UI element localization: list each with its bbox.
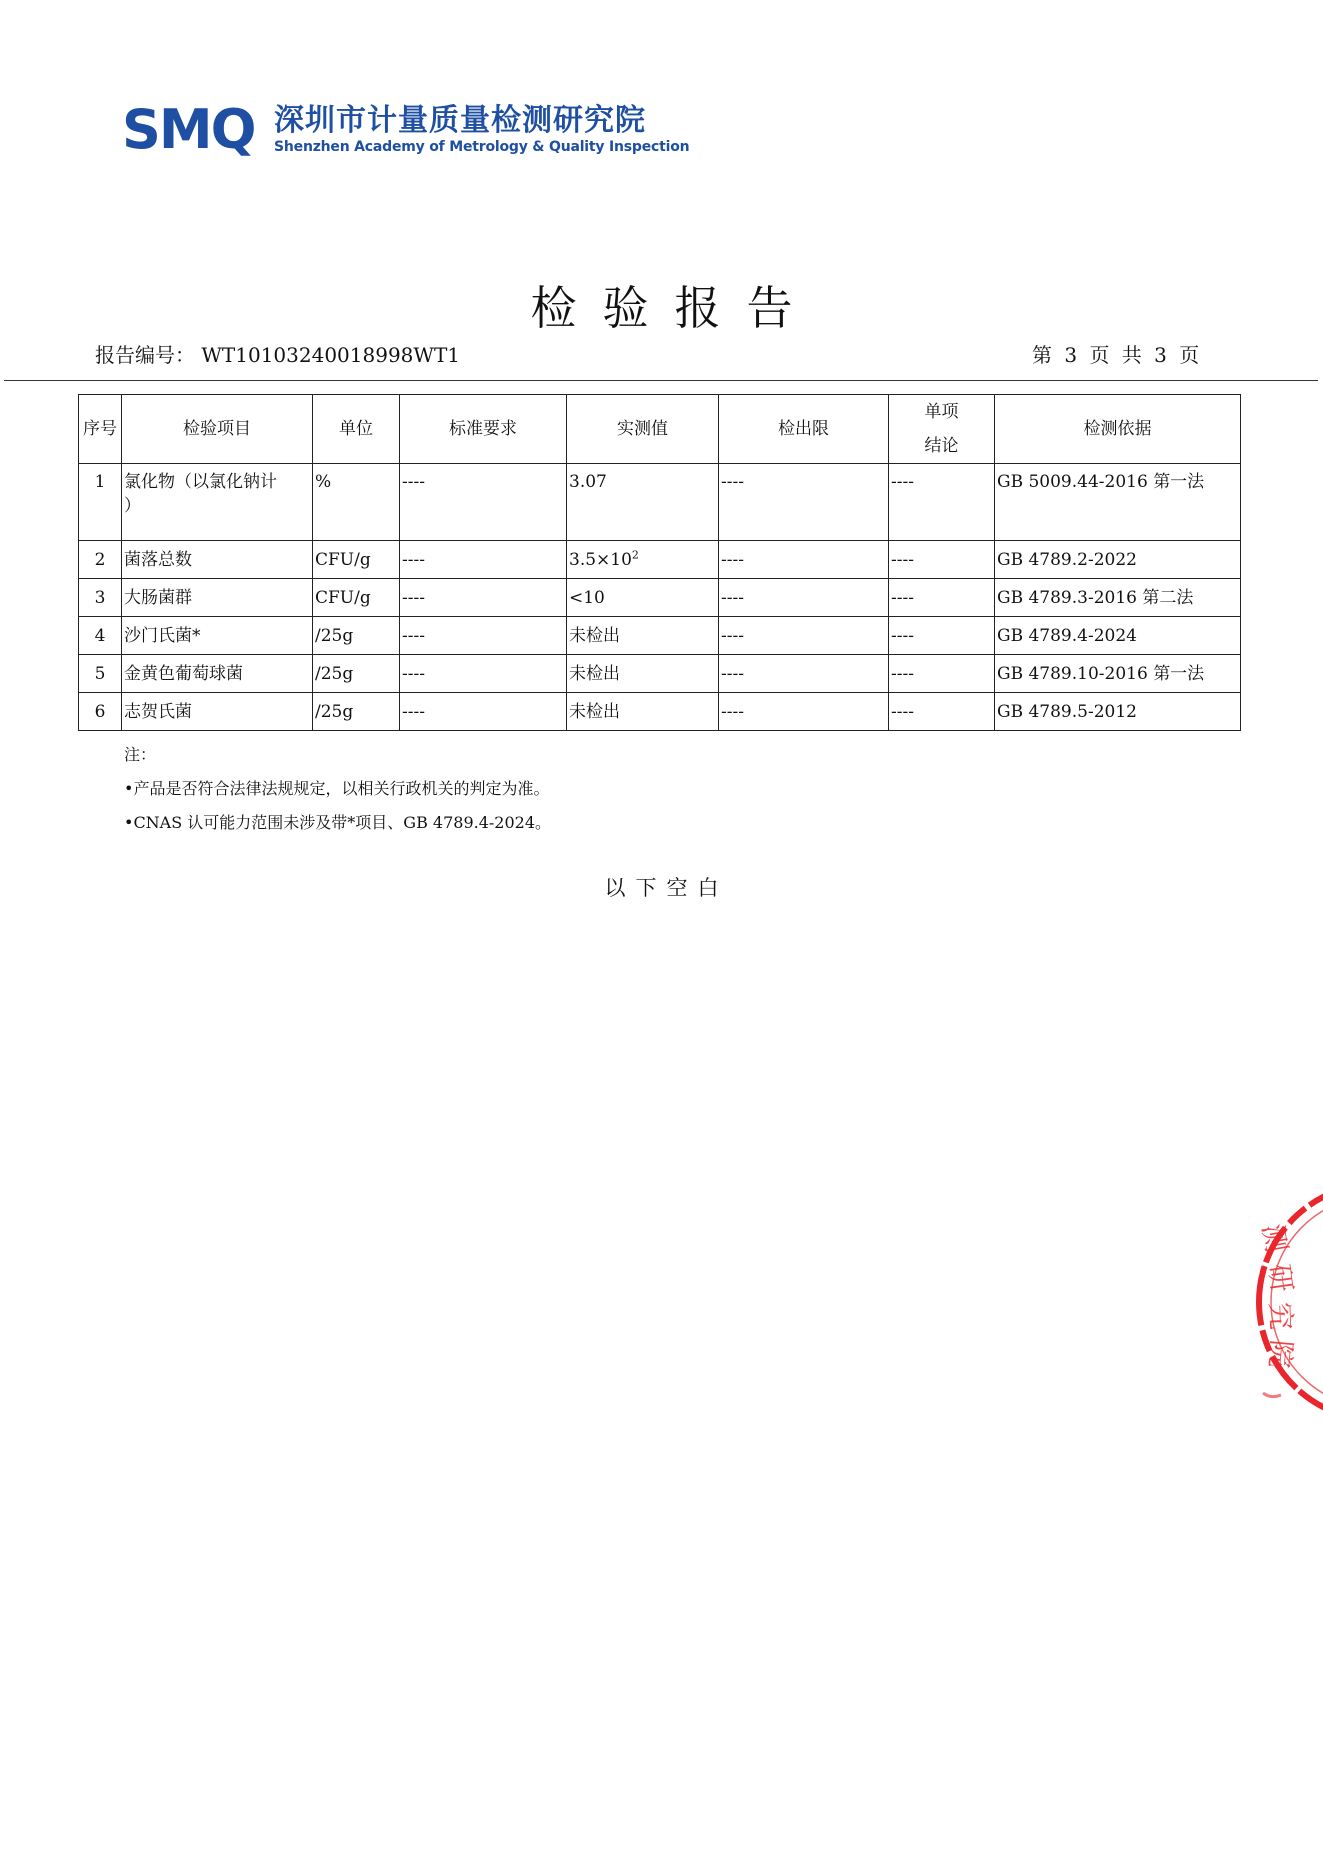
header-conclusion-line1: 单项 <box>924 402 959 422</box>
cell-seq: 2 <box>79 541 122 579</box>
cell-seq: 4 <box>79 617 122 655</box>
cell-limit: ---- <box>719 617 889 655</box>
cell-conclusion: ---- <box>889 464 995 541</box>
table-row <box>79 617 1241 655</box>
cell-limit: ---- <box>719 655 889 693</box>
cell-limit: ---- <box>719 579 889 617</box>
cell-item: 菌落总数 <box>122 541 313 579</box>
header-method: 检测依据 <box>995 395 1241 464</box>
header-unit: 单位 <box>313 395 400 464</box>
table-row <box>79 464 1241 541</box>
cell-unit: /25g <box>313 693 400 731</box>
cell-standard: ---- <box>400 655 567 693</box>
logo-text <box>274 104 689 156</box>
cell-unit: /25g <box>313 655 400 693</box>
cell-limit: ---- <box>719 541 889 579</box>
note-line: •产品是否符合法律法规规定，以相关行政机关的判定为准。 <box>124 779 550 798</box>
table-row <box>79 655 1241 693</box>
cell-unit: % <box>313 464 400 541</box>
cell-measured: 未检出 <box>567 693 719 731</box>
cell-standard: ---- <box>400 541 567 579</box>
svg-text:测: 测 <box>1255 1221 1294 1255</box>
cell-standard: ---- <box>400 617 567 655</box>
cell-method: GB 4789.2-2022 <box>995 541 1241 579</box>
cell-method: GB 4789.3-2016 第二法 <box>995 579 1241 617</box>
cell-method: GB 4789.5-2012 <box>995 693 1241 731</box>
header-limit: 检出限 <box>719 395 889 464</box>
official-seal-stamp <box>1253 1178 1323 1426</box>
cell-item: 金黄色葡萄球菌 <box>122 655 313 693</box>
org-name-cn: 深圳市计量质量检测研究院 <box>274 103 646 138</box>
header-seq: 序号 <box>79 395 122 464</box>
report-title: 检验报告 <box>530 281 819 335</box>
table-row <box>79 579 1241 617</box>
table-row <box>79 541 1241 579</box>
cell-conclusion: ---- <box>889 693 995 731</box>
results-table <box>78 394 1241 731</box>
cell-limit: ---- <box>719 693 889 731</box>
svg-text:究: 究 <box>1263 1301 1298 1331</box>
cell-unit: CFU/g <box>313 579 400 617</box>
header-divider <box>4 380 1318 381</box>
cell-seq: 1 <box>79 464 122 541</box>
measured-base: 3.5×10 <box>569 549 632 570</box>
smq-logo-mark <box>122 100 268 160</box>
svg-text:研: 研 <box>1262 1261 1299 1295</box>
cell-item: 大肠菌群 <box>122 579 313 617</box>
cell-seq: 3 <box>79 579 122 617</box>
page-number: 第 3 页 共 3 页 <box>1032 343 1203 367</box>
svg-text:院: 院 <box>1262 1338 1299 1370</box>
cell-standard: ---- <box>400 464 567 541</box>
cell-item <box>122 464 313 541</box>
logo-mark-text: SMQ <box>122 98 255 161</box>
cell-standard: ---- <box>400 693 567 731</box>
cell-measured: 未检出 <box>567 655 719 693</box>
cell-standard: ---- <box>400 579 567 617</box>
cell-seq: 6 <box>79 693 122 731</box>
cell-conclusion: ---- <box>889 579 995 617</box>
cell-item-line2: ） <box>124 496 141 516</box>
cell-measured: 未检出 <box>567 617 719 655</box>
cell-method: GB 4789.4-2024 <box>995 617 1241 655</box>
cell-method: GB 5009.44-2016 第一法 <box>995 464 1241 541</box>
cell-method: GB 4789.10-2016 第一法 <box>995 655 1241 693</box>
cell-measured <box>567 541 719 579</box>
cell-item-line1: 氯化物（以氯化钠计 <box>124 472 277 492</box>
cell-measured: 3.07 <box>567 464 719 541</box>
table-row <box>79 693 1241 731</box>
header-item: 检验项目 <box>122 395 313 464</box>
org-logo <box>122 100 689 160</box>
header-conclusion-line2: 结论 <box>924 436 959 456</box>
cell-limit: ---- <box>719 464 889 541</box>
header-measured: 实测值 <box>567 395 719 464</box>
note-line: •CNAS 认可能力范围未涉及带*项目、GB 4789.4-2024。 <box>124 813 552 832</box>
cell-item: 志贺氏菌 <box>122 693 313 731</box>
end-of-report-text: 以下空白 <box>604 876 729 900</box>
report-number: 报告编号： WT10103240018998WT1 <box>95 343 461 367</box>
cell-conclusion: ---- <box>889 541 995 579</box>
measured-exponent: 2 <box>631 547 639 561</box>
header-conclusion <box>889 395 995 464</box>
cell-unit: /25g <box>313 617 400 655</box>
cell-conclusion: ---- <box>889 617 995 655</box>
header-standard: 标准要求 <box>400 395 567 464</box>
org-name-en: Shenzhen Academy of Metrology & Quality Inspection <box>274 139 690 155</box>
cell-measured: <10 <box>567 579 719 617</box>
notes <box>124 738 551 840</box>
cell-unit: CFU/g <box>313 541 400 579</box>
notes-label: 注： <box>124 745 157 764</box>
cell-conclusion: ---- <box>889 655 995 693</box>
cell-seq: 5 <box>79 655 122 693</box>
table-header-row <box>79 395 1241 464</box>
cell-item: 沙门氏菌* <box>122 617 313 655</box>
